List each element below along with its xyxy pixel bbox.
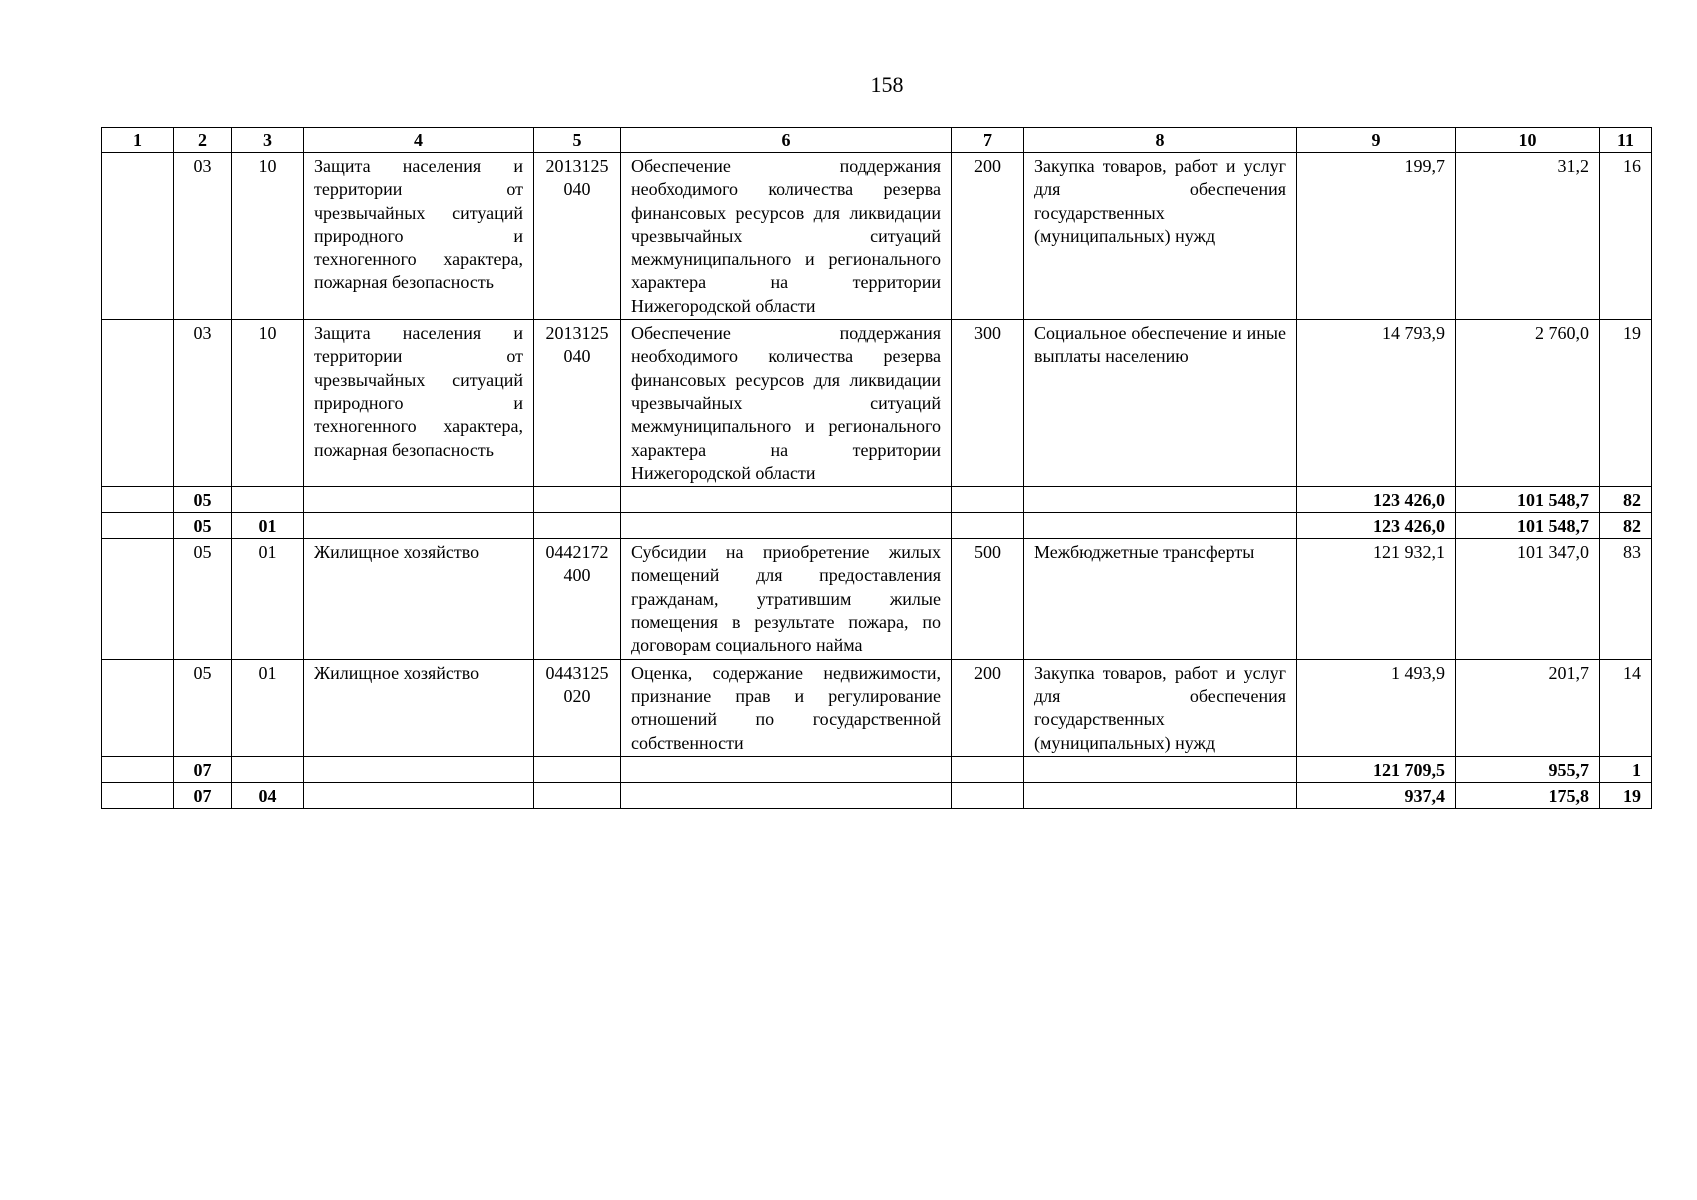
cell-expense-type-name: Закупка товаров, работ и услуг для обеспечения государственных (муниципальных) нужд xyxy=(1024,153,1297,320)
column-header: 9 xyxy=(1297,128,1456,153)
cell-percent: 82 xyxy=(1600,513,1652,539)
cell-target-name: Обеспечение поддержания необходимого количества резерва финансовых ресурсов для ликвидации чрезвычайных ситуаций межмуниципального и регионального характера на территории Нижегородской области xyxy=(621,320,952,487)
cell-amount-planned: 199,7 xyxy=(1297,153,1456,320)
cell-section-name: Жилищное хозяйство xyxy=(304,659,534,756)
cell-amount-planned: 14 793,9 xyxy=(1297,320,1456,487)
cell-expense-type: 200 xyxy=(952,153,1024,320)
cell-section-name xyxy=(304,487,534,513)
cell-expense-type-name: Межбюджетные трансферты xyxy=(1024,539,1297,659)
cell-subsection xyxy=(232,756,304,782)
budget-table xyxy=(101,127,1652,809)
cell-amount-planned: 937,4 xyxy=(1297,782,1456,808)
cell-expense-type xyxy=(952,487,1024,513)
cell-target-name xyxy=(621,487,952,513)
column-header: 2 xyxy=(174,128,232,153)
cell-subsection: 01 xyxy=(232,513,304,539)
cell-col-1 xyxy=(102,487,174,513)
cell-target-code xyxy=(534,487,621,513)
column-header: 8 xyxy=(1024,128,1297,153)
cell-percent: 83 xyxy=(1600,539,1652,659)
column-header: 6 xyxy=(621,128,952,153)
cell-subsection: 01 xyxy=(232,539,304,659)
cell-col-1 xyxy=(102,539,174,659)
cell-target-code: 0443125020 xyxy=(534,659,621,756)
cell-expense-type: 300 xyxy=(952,320,1024,487)
cell-section-name: Защита населения и территории от чрезвычайных ситуаций природного и техногенного характера, пожарная безопасность xyxy=(304,320,534,487)
cell-expense-type-name xyxy=(1024,782,1297,808)
cell-target-code xyxy=(534,756,621,782)
cell-target-code xyxy=(534,782,621,808)
cell-amount-actual: 955,7 xyxy=(1456,756,1600,782)
cell-amount-actual: 101 347,0 xyxy=(1456,539,1600,659)
cell-amount-planned: 121 932,1 xyxy=(1297,539,1456,659)
cell-percent: 19 xyxy=(1600,782,1652,808)
cell-target-name: Обеспечение поддержания необходимого количества резерва финансовых ресурсов для ликвидации чрезвычайных ситуаций межмуниципального и регионального характера на территории Нижегородской области xyxy=(621,153,952,320)
cell-section-name: Защита населения и территории от чрезвычайных ситуаций природного и техногенного характера, пожарная безопасность xyxy=(304,153,534,320)
cell-section-name xyxy=(304,756,534,782)
table-row xyxy=(102,539,1652,659)
cell-amount-planned: 121 709,5 xyxy=(1297,756,1456,782)
column-header: 11 xyxy=(1600,128,1652,153)
cell-col-1 xyxy=(102,659,174,756)
table-row xyxy=(102,153,1652,320)
cell-expense-type xyxy=(952,782,1024,808)
cell-subsection: 10 xyxy=(232,153,304,320)
page-number: 158 xyxy=(870,72,904,97)
cell-expense-type: 200 xyxy=(952,659,1024,756)
cell-section: 07 xyxy=(174,756,232,782)
cell-col-1 xyxy=(102,153,174,320)
cell-subsection: 01 xyxy=(232,659,304,756)
cell-expense-type-name: Закупка товаров, работ и услуг для обеспечения государственных (муниципальных) нужд xyxy=(1024,659,1297,756)
cell-expense-type-name: Социальное обеспечение и иные выплаты населению xyxy=(1024,320,1297,487)
cell-section: 07 xyxy=(174,782,232,808)
cell-amount-planned: 123 426,0 xyxy=(1297,487,1456,513)
cell-amount-actual: 101 548,7 xyxy=(1456,513,1600,539)
cell-section-name xyxy=(304,782,534,808)
cell-amount-actual: 31,2 xyxy=(1456,153,1600,320)
header-row xyxy=(102,128,1652,153)
cell-subsection: 10 xyxy=(232,320,304,487)
cell-section-name: Жилищное хозяйство xyxy=(304,539,534,659)
column-header: 5 xyxy=(534,128,621,153)
cell-section: 05 xyxy=(174,659,232,756)
cell-percent: 14 xyxy=(1600,659,1652,756)
column-header: 4 xyxy=(304,128,534,153)
cell-subsection: 04 xyxy=(232,782,304,808)
total-row xyxy=(102,487,1652,513)
table-row xyxy=(102,320,1652,487)
cell-target-name: Субсидии на приобретение жилых помещений для предоставления гражданам, утратившим жилые помещения в результате пожара, по договорам социального найма xyxy=(621,539,952,659)
column-header: 7 xyxy=(952,128,1024,153)
cell-amount-actual: 175,8 xyxy=(1456,782,1600,808)
cell-percent: 1 xyxy=(1600,756,1652,782)
table-row xyxy=(102,659,1652,756)
cell-section: 05 xyxy=(174,513,232,539)
cell-col-1 xyxy=(102,513,174,539)
cell-amount-planned: 123 426,0 xyxy=(1297,513,1456,539)
cell-expense-type: 500 xyxy=(952,539,1024,659)
total-row xyxy=(102,782,1652,808)
cell-target-name xyxy=(621,513,952,539)
cell-target-name xyxy=(621,756,952,782)
column-header: 3 xyxy=(232,128,304,153)
cell-target-code: 2013125040 xyxy=(534,320,621,487)
cell-expense-type-name xyxy=(1024,756,1297,782)
cell-amount-actual: 201,7 xyxy=(1456,659,1600,756)
cell-target-name xyxy=(621,782,952,808)
cell-expense-type-name xyxy=(1024,513,1297,539)
cell-expense-type xyxy=(952,756,1024,782)
column-header: 1 xyxy=(102,128,174,153)
cell-subsection xyxy=(232,487,304,513)
cell-section: 05 xyxy=(174,539,232,659)
cell-section-name xyxy=(304,513,534,539)
cell-target-name: Оценка, содержание недвижимости, признание прав и регулирование отношений по государственной собственности xyxy=(621,659,952,756)
cell-col-1 xyxy=(102,782,174,808)
cell-col-1 xyxy=(102,320,174,487)
cell-amount-actual: 2 760,0 xyxy=(1456,320,1600,487)
cell-percent: 16 xyxy=(1600,153,1652,320)
total-row xyxy=(102,513,1652,539)
cell-percent: 19 xyxy=(1600,320,1652,487)
total-row xyxy=(102,756,1652,782)
cell-section: 03 xyxy=(174,153,232,320)
cell-col-1 xyxy=(102,756,174,782)
table-body xyxy=(102,153,1652,809)
cell-section: 03 xyxy=(174,320,232,487)
cell-amount-actual: 101 548,7 xyxy=(1456,487,1600,513)
cell-section: 05 xyxy=(174,487,232,513)
cell-target-code: 0442172400 xyxy=(534,539,621,659)
cell-expense-type-name xyxy=(1024,487,1297,513)
cell-percent: 82 xyxy=(1600,487,1652,513)
cell-target-code xyxy=(534,513,621,539)
cell-amount-planned: 1 493,9 xyxy=(1297,659,1456,756)
column-header: 10 xyxy=(1456,128,1600,153)
cell-target-code: 2013125040 xyxy=(534,153,621,320)
cell-expense-type xyxy=(952,513,1024,539)
